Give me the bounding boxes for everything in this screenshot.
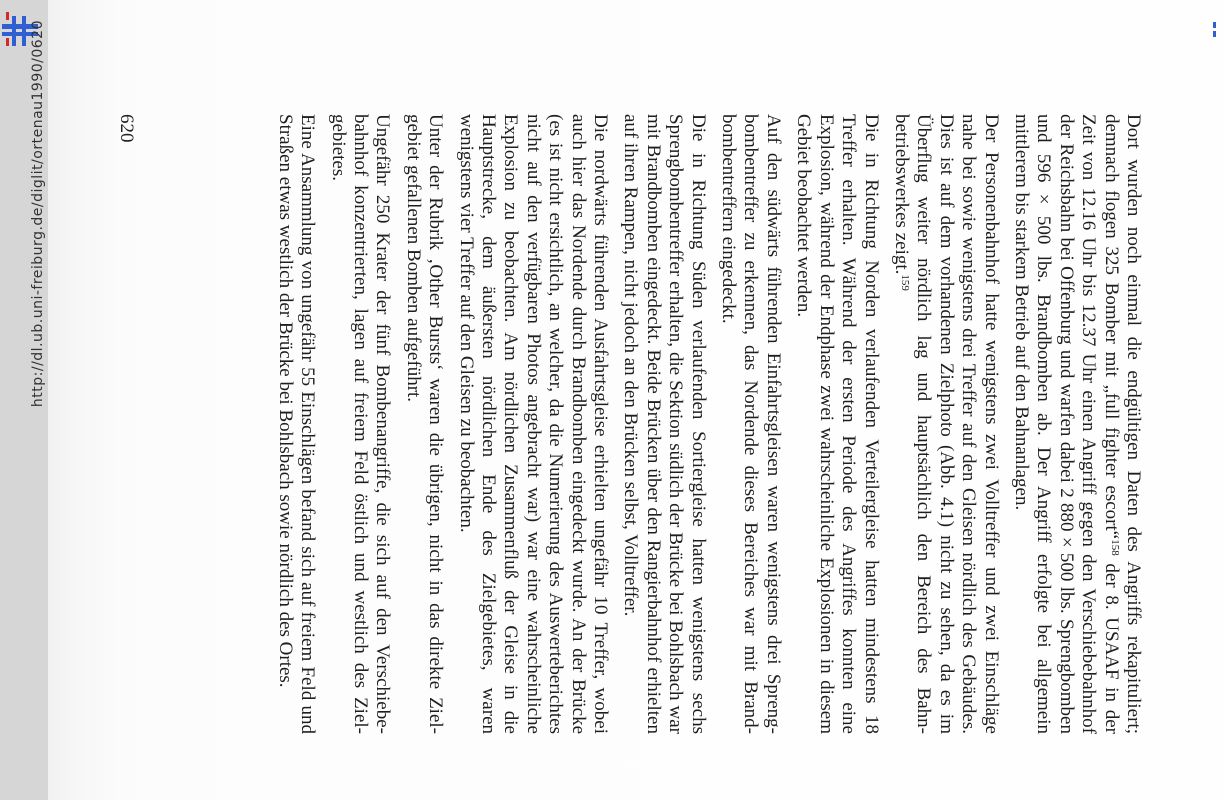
paragraph: Die nordwärts führenden Ausfahrtsgleise erhielten ungefähr 10 Treffer, wobei auch hier das Nordende durch Brandbomben eingedeckt wurde. An der Brücke (es ist nicht ersichtlich, an welcher, da die Numerierung des Auswerteberichtes nicht auf den verfügbaren Photos angebracht war) war eine wahrscheinliche Explosion zu beobachten. Am nördlichen Zusammenfluß der Gleise in die Hauptstrecke, dem äußersten nördlichen Ende des Zielgebietes, waren wenigstens vier Treffer auf den Gleisen zu beobachten.	[455, 114, 612, 734]
paragraph: Unter der Rubrik ‚Other Bursts‘ waren die übrigen, nicht in das direkte Zielgebiet gefallenen Bomben aufgeführt.	[402, 114, 447, 734]
source-url-text: http://dl.ub.uni-freiburg.de/diglit/ortenau1990/0620	[30, 20, 46, 408]
paragraph: Auf den südwärts führenden Einfahrtsgleisen waren wenigstens drei Sprengbombentreffer zu erkennen, das Nordende dieses Bereiches war mit Brandbombentreffern eingedeckt.	[718, 114, 784, 734]
paragraph: Ungefähr 250 Krater der fünf Bombenangriffe, die sich auf den Verschiebebahnhof konzentrierten, lagen auf freiem Feld östlich und westlich des Zielgebietes.	[327, 114, 394, 734]
page-number: 620	[116, 114, 137, 143]
page-edge-marker	[1213, 22, 1216, 38]
book-page-text	[84, 114, 1144, 734]
footnote-ref: 159	[898, 274, 911, 291]
paragraph: Eine Ansammlung von ungefähr 55 Einschlägen befand sich auf freiem Feld und Straßen etwas westlich der Brücke bei Bohlsbach sowie nördlich des Ortes.	[274, 114, 319, 734]
footnote-ref: 158	[1108, 539, 1121, 556]
viewer-sidebar	[0, 0, 48, 800]
paragraph: Dort wurden noch einmal die endgültigen Daten des Angriffs rekapituliert; demnach flogen 325 Bomber mit „full fighter escort“$^{158}$ der 8. USAAF in der Zeit von 12.16 Uhr bis 12.37 Uhr einen Angriff gegen den Verschiebebahnhof der Reichsbahn bei Offenburg und warfen dabei 2 880 × 500 lbs. Sprengbomben und 596 × 500 lbs. Brandbomben ab. Der Angriff erfolgte bei allgemein mittlerem bis starkem Betrieb auf den Bahnanlagen.	[1010, 114, 1144, 734]
paragraph: Der Personenbahnhof hatte wenigstens zwei Volltreffer und zwei Einschläge nahe bei sowie wenigstens drei Treffer auf den Gleisen nördlich des Gebäudes. Dies ist auf dem vorhandenen Zielphoto (Abb. 4.1) nicht zu sehen, da es im Überflug weiter nördlich lag und hauptsächlich den Bereich des Bahnbetriebswerkes zeigt.$^{159}$	[890, 114, 1002, 734]
paragraph: Die in Richtung Süden verlaufenden Sortiergleise hatten wenigstens sechs Sprengbombentreffer erhalten, die Sektion südlich der Brücke bei Bohlsbach war mit Brandbomben eingedeckt. Beide Brücken über den Rangierbahnhof erhielten auf ihren Rampen, nicht jedoch an den Brücken selbst, Volltreffer.	[620, 114, 709, 734]
paragraph: Die in Richtung Norden verlaufenden Verteilergleise hatten mindestens 18 Treffer erhalten. Während der ersten Periode des Angriffes konnten eine Explosion, während der Endphase zwei wahrscheinliche Explosionen in diesem Gebiet beobachtet werden.	[793, 114, 882, 734]
